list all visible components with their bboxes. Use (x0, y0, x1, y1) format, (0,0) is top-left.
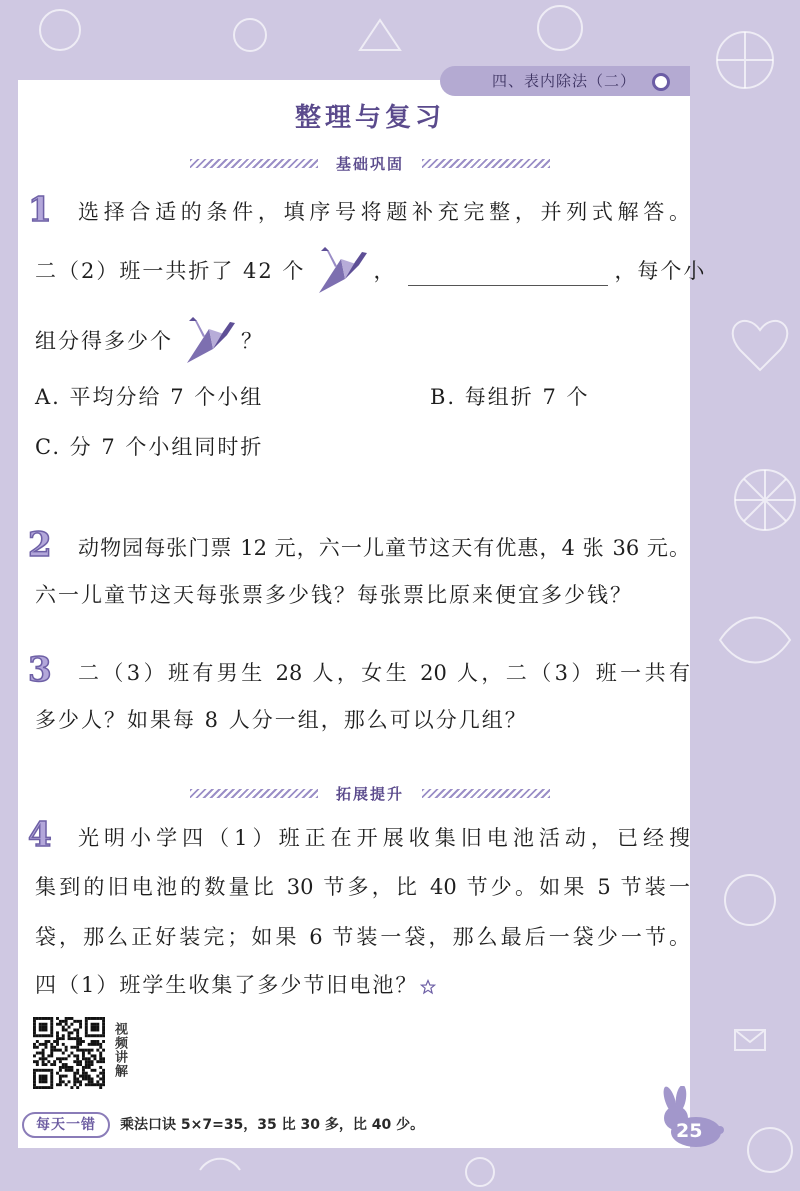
problem-2-line-1: 动物园每张门票 12 元，六一儿童节这天有优惠，4 张 36 元。 (78, 536, 690, 560)
problem-1-line-2-start: 二（2）班一共折了 42 个 (35, 259, 306, 283)
hatch-decoration-right (422, 789, 550, 798)
problem-1-line-2 (35, 245, 706, 295)
problem-3-line-2: 多少人？如果每 8 人分一组，那么可以分几组？ (35, 708, 528, 732)
problem-4-line-2: 集到的旧电池的数量比 30 节多，比 40 节少。如果 5 节装一 (35, 875, 690, 899)
chapter-title: 四、表内除法（二） (492, 72, 637, 90)
problem-4-line-3: 袋，那么正好装完；如果 6 节装一袋，那么最后一袋少一节。 (35, 925, 690, 949)
star-icon (420, 979, 436, 995)
option-a: A. 平均分给 7 个小组 (35, 385, 264, 409)
hatch-decoration-right (422, 159, 550, 168)
problem-1-question-mark: ？ (241, 329, 264, 353)
chapter-tab (440, 66, 690, 96)
problem-1-number: 1 (28, 190, 52, 230)
problem-4-line-1: 光明小学四（1）班正在开展收集旧电池活动，已经搜 (78, 826, 690, 850)
problem-1-line-3-start: 组分得多少个 (35, 329, 173, 353)
section-header-extend (190, 782, 550, 804)
fill-in-blank (408, 285, 608, 286)
problem-4-line-4-text: 四（1）班学生收集了多少节旧电池？ (35, 973, 419, 997)
problem-1-line-1: 选择合适的条件，填序号将题补充完整，并列式解答。 (78, 200, 690, 224)
problem-1-line-2-end: ，每个小 (614, 259, 707, 283)
option-b: B. 每组折 7 个 (430, 385, 590, 409)
section-header-basic (190, 152, 550, 174)
qr-code (33, 1017, 105, 1089)
circle-icon (652, 73, 670, 91)
option-c: C. 分 7 个小组同时折 (35, 435, 264, 459)
problem-3-number: 3 (28, 650, 52, 690)
problem-4-number: 4 (28, 815, 52, 855)
problem-4-line-4 (35, 970, 436, 1000)
page-number: 25 (676, 1120, 703, 1142)
page-title: 整理与复习 (294, 103, 445, 133)
section-label-basic: 基础巩固 (335, 154, 404, 173)
paper-crane-icon (315, 245, 369, 295)
daily-mistake-badge: 每天一错 (22, 1112, 110, 1138)
paper-crane-icon (183, 315, 237, 365)
problem-3-line-1: 二（3）班有男生 28 人，女生 20 人，二（3）班一共有 (78, 661, 690, 685)
problem-2-number: 2 (28, 525, 52, 565)
section-label-extend: 拓展提升 (335, 784, 404, 803)
hatch-decoration-left (190, 159, 318, 168)
problem-2-line-2: 六一儿童节这天每张票多少钱？每张票比原来便宜多少钱？ (35, 583, 633, 607)
hatch-decoration-left (190, 789, 318, 798)
video-explanation-label: 视频讲解 (112, 1022, 127, 1078)
problem-1-comma: ， (373, 259, 397, 283)
multiplication-tip: 乘法口诀 5×7=35，35 比 30 多，比 40 少。 (120, 1117, 425, 1133)
problem-1-line-3 (35, 315, 264, 365)
